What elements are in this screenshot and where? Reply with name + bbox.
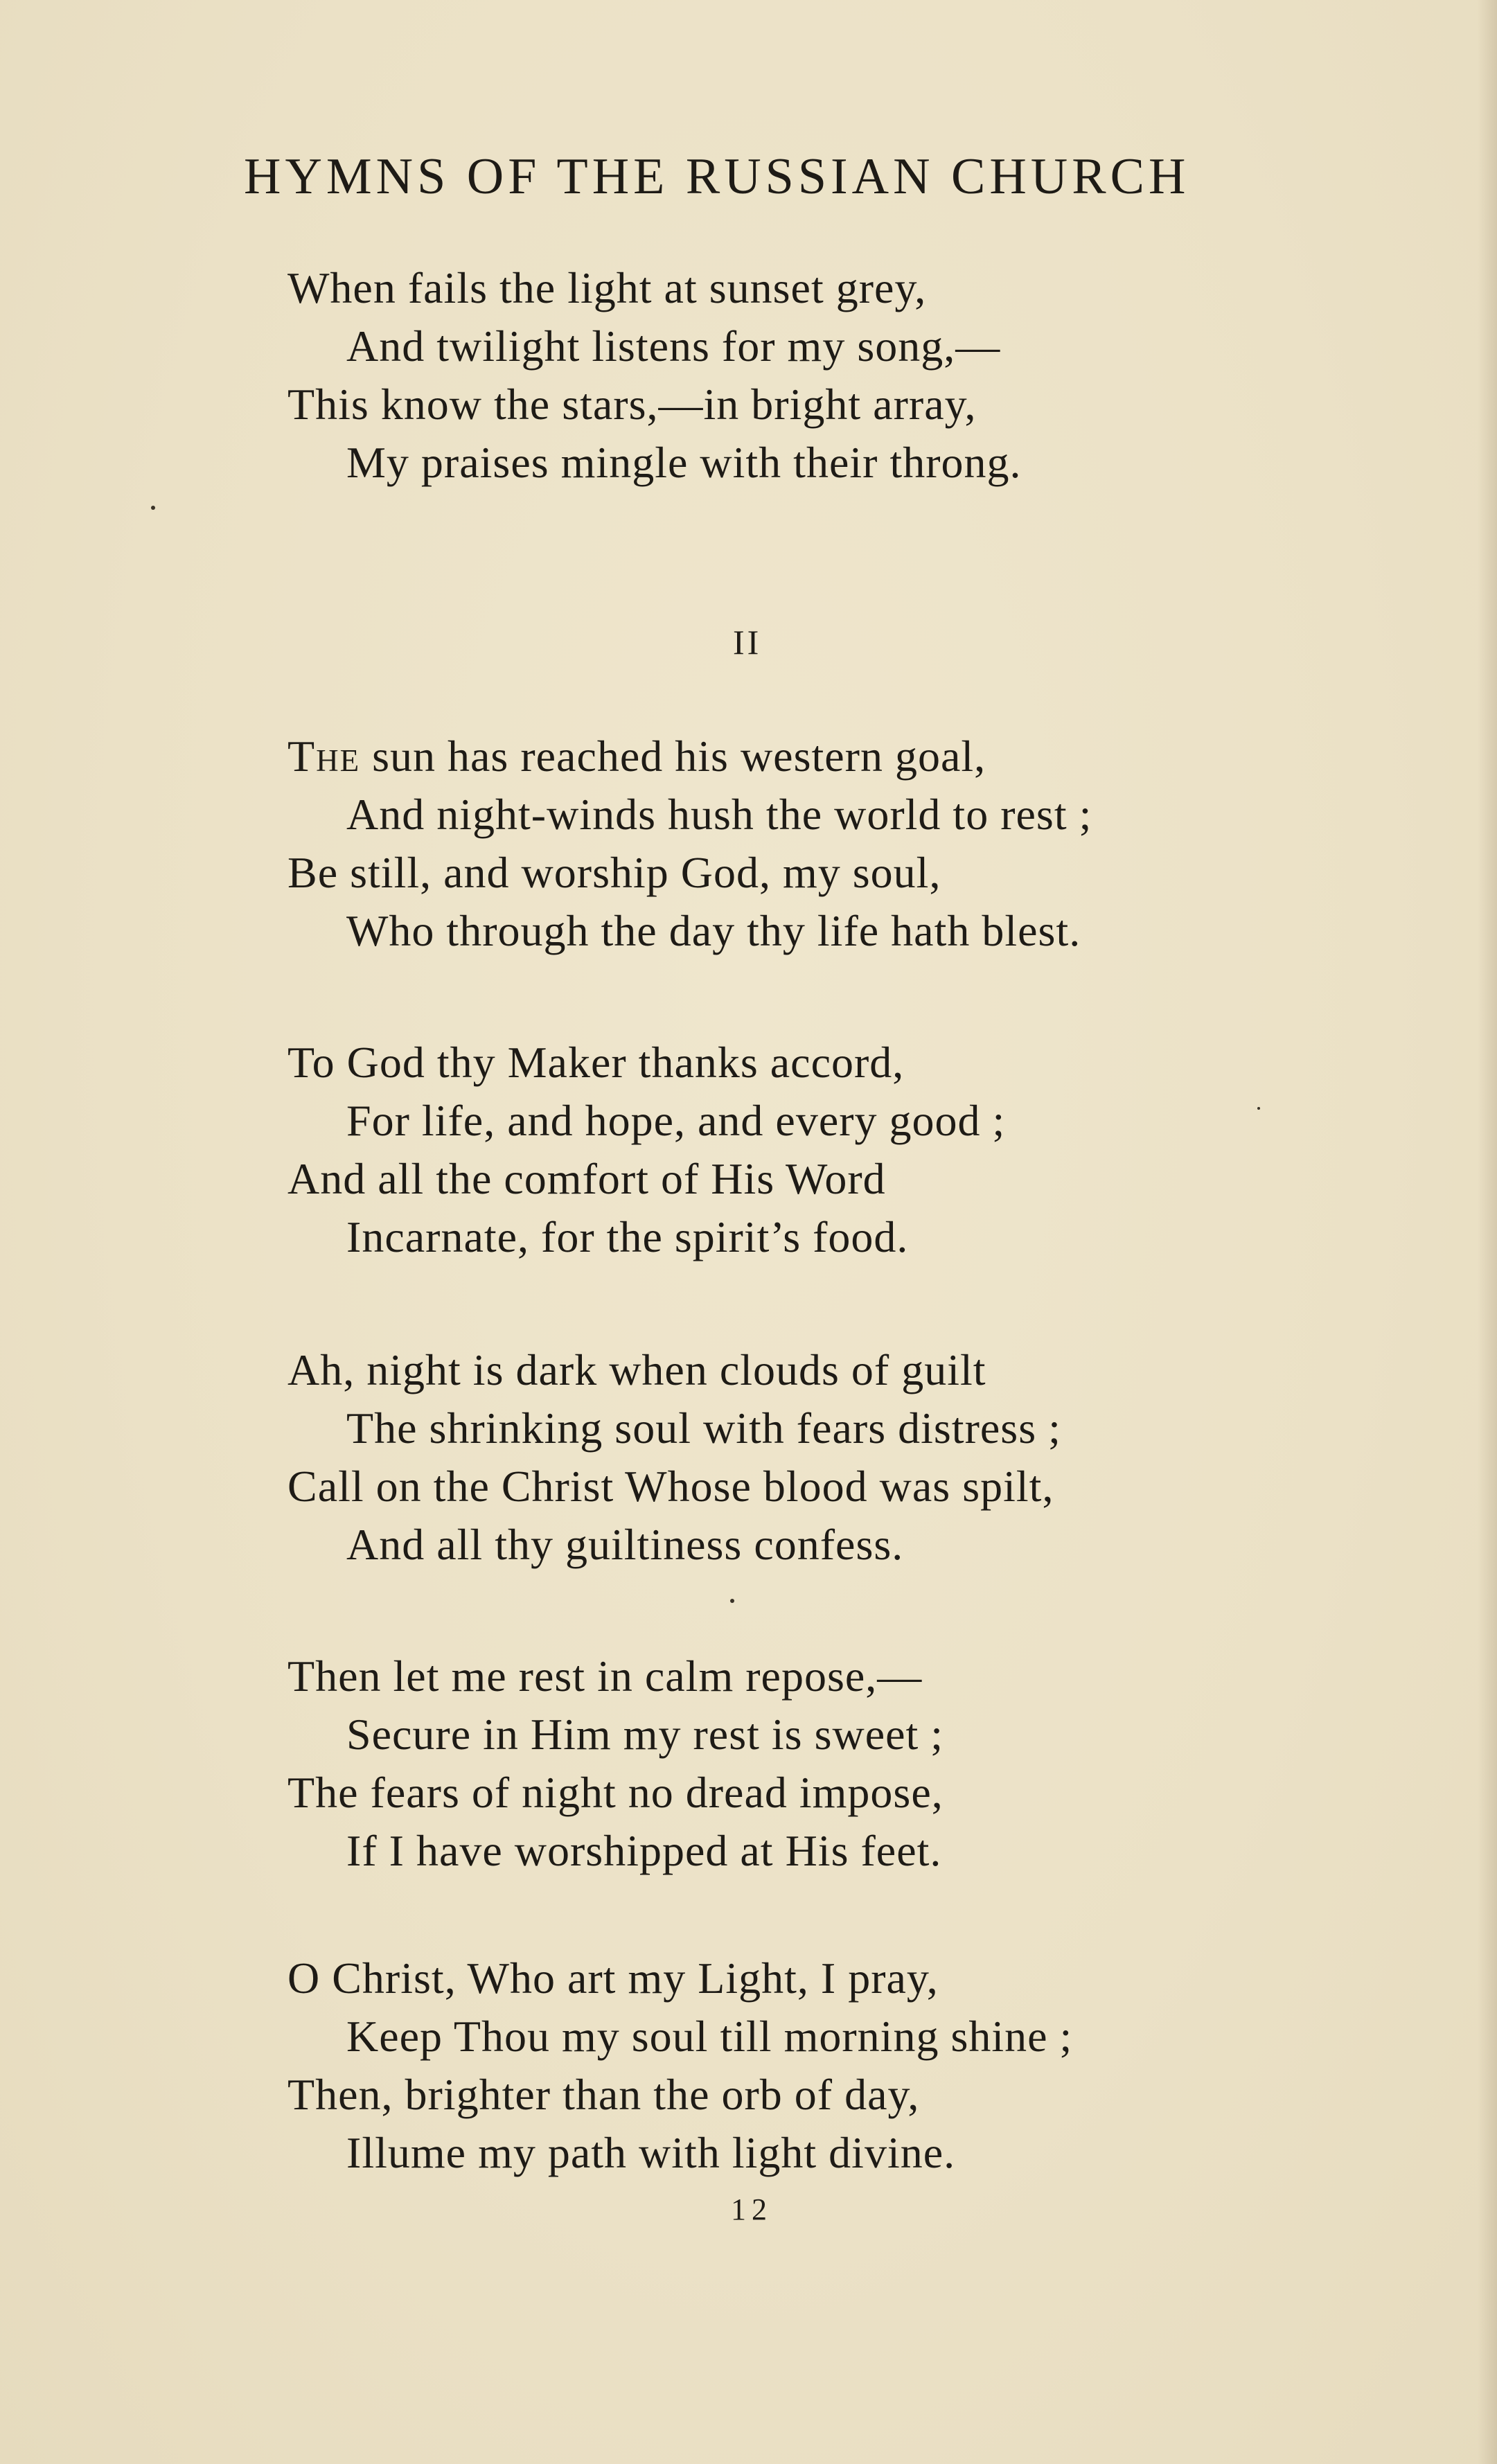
verse-line-rest: sun has reached his western goal, xyxy=(360,732,986,781)
verse-line: When fails the light at sunset grey, xyxy=(287,263,927,312)
stanza-4 xyxy=(287,1341,1299,1574)
verse-line: Then, brighter than the orb of day, xyxy=(287,2070,920,2119)
verse-line: Ah, night is dark when clouds of guilt xyxy=(287,1345,986,1394)
verse-line: My praises mingle with their throng. xyxy=(346,438,1022,487)
verse-line: Be still, and worship God, my soul, xyxy=(287,848,941,897)
section-numeral: II xyxy=(733,623,762,662)
running-head: HYMNS OF THE RUSSIAN CHURCH xyxy=(244,148,1190,205)
stanza-5 xyxy=(287,1647,1299,1880)
verse-line: If I have worshipped at His feet. xyxy=(346,1826,942,1875)
verse-line: And all thy guiltiness confess. xyxy=(346,1520,904,1569)
verse-line: Call on the Christ Whose blood was spilt, xyxy=(287,1462,1054,1511)
verse-line: To God thy Maker thanks accord, xyxy=(287,1038,905,1087)
verse-line: Who through the day thy life hath blest. xyxy=(346,906,1081,955)
stanza-6 xyxy=(287,1949,1299,2182)
ink-speck xyxy=(730,1599,734,1603)
verse-line: And all the comfort of His Word xyxy=(287,1154,886,1203)
stanza-1 xyxy=(287,259,1299,492)
stanza-3 xyxy=(287,1034,1299,1266)
verse-line: And night-winds hush the world to rest ; xyxy=(346,790,1092,839)
verse-line: This know the stars,—in bright array, xyxy=(287,380,977,429)
page-number: 12 xyxy=(731,2192,772,2226)
page-edge-shadow xyxy=(1478,0,1497,2464)
verse-line: Keep Thou my soul till morning shine ; xyxy=(346,2012,1073,2061)
verse-line: Then let me rest in calm repose,— xyxy=(287,1651,923,1701)
verse-line: O Christ, Who art my Light, I pray, xyxy=(287,1953,939,2003)
verse-line: For life, and hope, and every good ; xyxy=(346,1096,1006,1145)
verse-line: Incarnate, for the spirit’s food. xyxy=(346,1212,909,1261)
verse-line: And twilight listens for my song,— xyxy=(346,321,1001,371)
verse-line: Illume my path with light divine. xyxy=(346,2128,956,2177)
verse-line: The fears of night no dread impose, xyxy=(287,1768,944,1817)
ink-speck xyxy=(1257,1107,1260,1110)
verse-line: Secure in Him my rest is sweet ; xyxy=(346,1710,944,1759)
drop-word: The xyxy=(287,732,361,781)
verse-line xyxy=(287,727,1299,786)
stanza-2 xyxy=(287,727,1299,960)
ink-speck xyxy=(151,506,155,510)
verse-line: The shrinking soul with fears distress ; xyxy=(346,1403,1061,1453)
